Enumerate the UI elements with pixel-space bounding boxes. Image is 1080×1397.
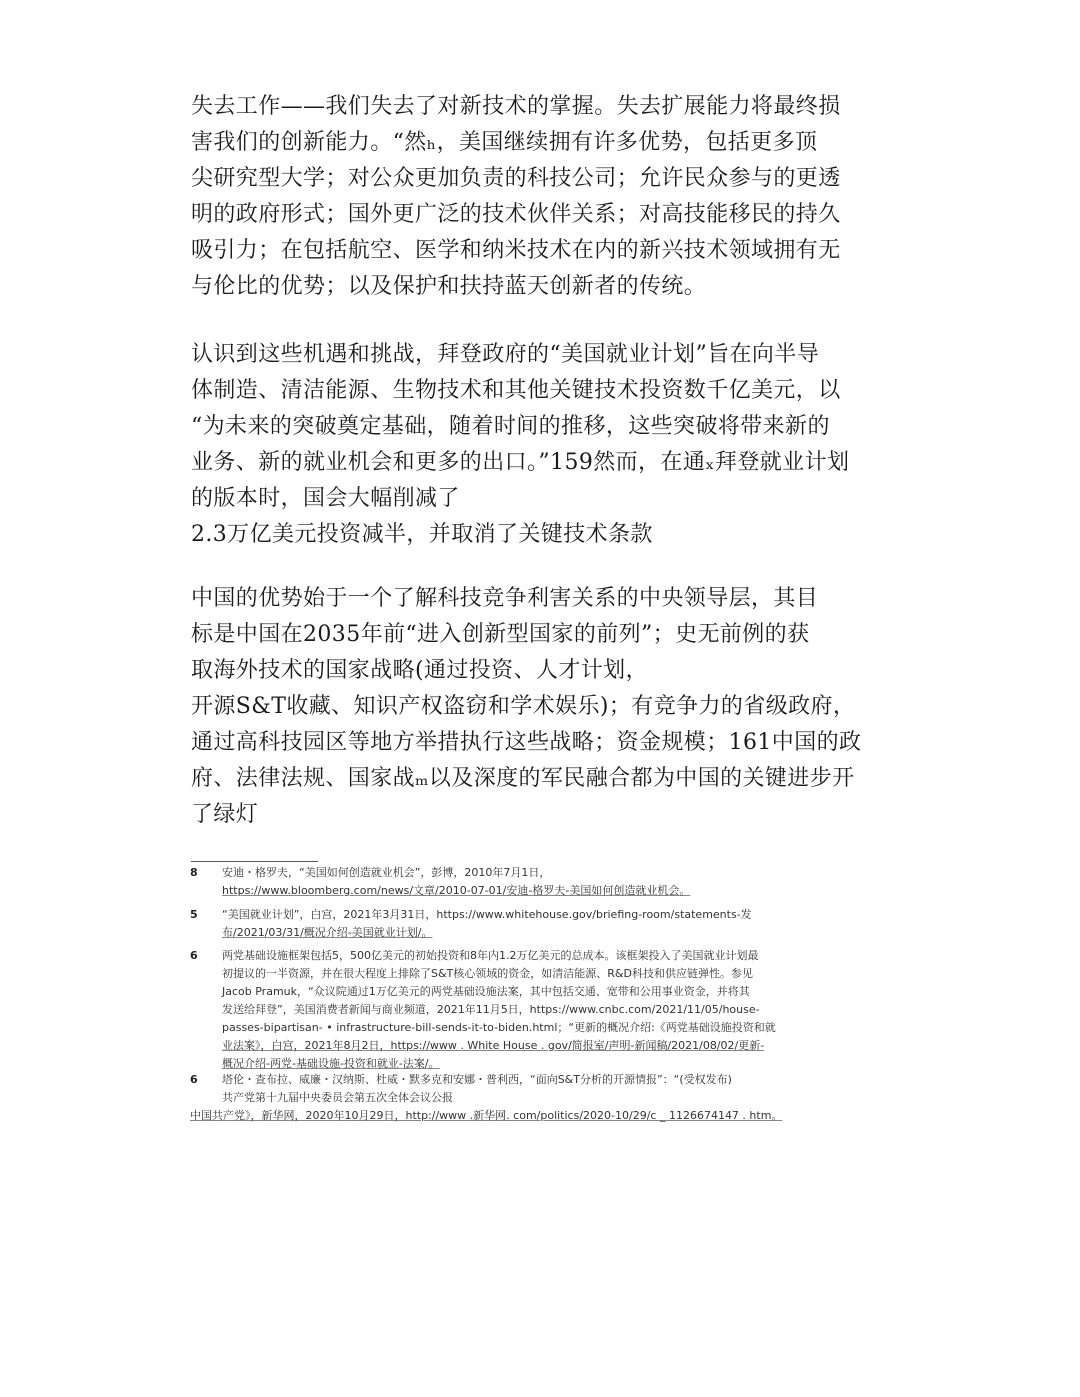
footnote-divider bbox=[191, 861, 318, 862]
text-line: 的版本时，国会大幅削减了 bbox=[191, 486, 460, 511]
text-line: “为未来的突破奠定基础，随着时间的推移，这些突破将带来新的 bbox=[191, 414, 830, 439]
footnote-body bbox=[222, 864, 840, 900]
footnote-line: 共产党第十九届中央委员会第五次全体会议公报 bbox=[222, 1091, 453, 1104]
footnote-link[interactable]: 中国共产党》，新华网，2020年10月29日，http://www .新华网. com/politics/2020-10/29/c _ 1126674147 . htm。 bbox=[190, 1109, 783, 1122]
footnote-line[interactable]: 发送给拜登”，美国消费者新闻与商业频道，2021年11月5日，https://www.cnbc.com/2021/11/05/house- bbox=[222, 1003, 760, 1016]
text-line: 取海外技术的国家战略(通过投资、人才计划， bbox=[191, 658, 648, 683]
paragraph-2 bbox=[191, 337, 851, 553]
footnote-line: 塔伦・查布拉、威廉・汉纳斯、杜威・默多克和安娜・普利西，“面向S&T分析的开源情报”：“(受权发布) bbox=[222, 1073, 732, 1086]
paragraph-1 bbox=[191, 89, 851, 305]
text-line: 与伦比的优势；以及保护和扶持蓝天创新者的传统。 bbox=[191, 274, 707, 299]
footnote-line: 安迪・格罗夫，“美国如何创造就业机会”，彭博，2010年7月1日， bbox=[222, 866, 551, 879]
text-line: 了绿灯 bbox=[191, 802, 259, 827]
text-line: 2.3万亿美元投资减半，并取消了关键技术条款 bbox=[191, 522, 653, 547]
text-line: 失去工作——我们失去了对新技术的掌握。失去扩展能力将最终损 bbox=[191, 94, 841, 119]
footnote-body bbox=[190, 1071, 840, 1125]
text-line: 明的政府形式；国外更广泛的技术伙伴关系；对高技能移民的持久 bbox=[191, 202, 841, 227]
text-line: 开源S&T收藏、知识产权盗窃和学术娱乐)；有竞争力的省级政府， bbox=[191, 694, 856, 719]
text-line: 体制造、清洁能源、生物技术和其他关键技术投资数千亿美元，以 bbox=[191, 378, 841, 403]
text-line: 害我们的创新能力。“然ₕ，美国继续拥有许多优势，包括更多顶 bbox=[191, 130, 818, 155]
text-line: 中国的优势始于一个了解科技竞争利害关系的中央领导层，其目 bbox=[191, 586, 819, 611]
text-line: 尖研究型大学；对公众更加负责的科技公司；允许民众参与的更透 bbox=[191, 166, 841, 191]
text-line: 认识到这些机遇和挑战，拜登政府的“美国就业计划”旨在向半导 bbox=[191, 342, 820, 367]
footnote-link[interactable]: 布/2021/03/31/概况介绍-美国就业计划/。 bbox=[222, 926, 433, 939]
footnote-number: 6 bbox=[190, 949, 198, 962]
text-line: 业务、新的就业机会和更多的出口。”159然而，在通ₓ拜登就业计划 bbox=[191, 450, 850, 475]
footnote-number: 5 bbox=[190, 908, 198, 921]
footnote-number: 8 bbox=[190, 866, 198, 879]
footnote-line[interactable]: “美国就业计划”，白宫，2021年3月31日，https://www.whitehouse.gov/briefing-room/statements-发 bbox=[222, 908, 752, 921]
footnote-line: 初提议的一半资源，并在很大程度上排除了S&T核心领域的资金，如清洁能源、R&D科技和供应链弹性。参见 bbox=[222, 967, 753, 980]
footnote-body bbox=[222, 906, 840, 942]
text-line: 吸引力；在包括航空、医学和纳米技术在内的新兴技术领域拥有无 bbox=[191, 238, 841, 263]
footnote-number: 6 bbox=[190, 1073, 198, 1086]
paragraph-3 bbox=[191, 581, 862, 833]
footnote-body bbox=[222, 947, 840, 1073]
footnote-link[interactable]: 概况介绍-两党-基础设施-投资和就业-法案/。 bbox=[222, 1057, 440, 1070]
footnote-link[interactable]: 业法案》，白宫，2021年8月2日，https://www . White House . gov/简报室/声明-新闻稿/2021/08/02/更新- bbox=[222, 1039, 765, 1052]
footnote-line: 两党基础设施框架包括5，500亿美元的初始投资和8年内1.2万亿美元的总成本。该框架投入了美国就业计划最 bbox=[222, 949, 759, 962]
footnote-line[interactable]: passes-bipartisan- • infrastructure-bill-sends-it-to-biden.html；“更新的概况介绍:《两党基础设施投资和就 bbox=[222, 1021, 776, 1034]
footnote-line: Jacob Pramuk，“众议院通过1万亿美元的两党基础设施法案，其中包括交通、宽带和公用事业资金，并将其 bbox=[222, 985, 750, 998]
text-line: 府、法律法规、国家战ₘ以及深度的军民融合都为中国的关键进步开 bbox=[191, 766, 855, 791]
text-line: 通过高科技园区等地方举措执行这些战略；资金规模；161中国的政 bbox=[191, 730, 862, 755]
footnote-link[interactable]: https://www.bloomberg.com/news/文章/2010-07-01/安迪-格罗夫-美国如何创造就业机会。 bbox=[222, 884, 691, 897]
text-line: 标是中国在2035年前“进入创新型国家的前列”；史无前例的获 bbox=[191, 622, 810, 647]
